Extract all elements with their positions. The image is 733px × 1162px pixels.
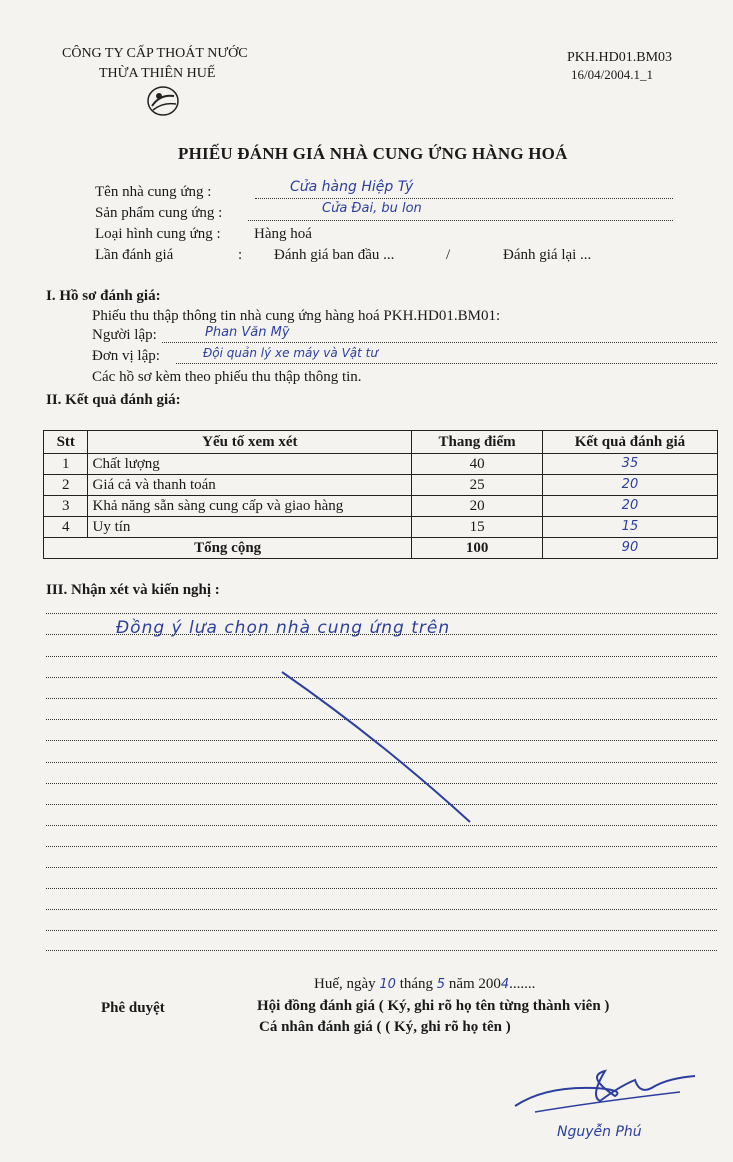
council-signature-label: Hội đồng đánh giá ( Ký, ghi rõ họ tên từng thành viên )	[257, 998, 610, 1014]
date-year-trail: .......	[509, 976, 536, 992]
row-result: 20	[542, 475, 717, 496]
times-colon: :	[238, 247, 243, 263]
re-evaluation-option: Đánh giá lại ...	[503, 247, 592, 263]
initial-evaluation-option: Đánh giá ban đầu ...	[274, 247, 395, 263]
col-header-factor: Yếu tố xem xét	[88, 431, 412, 454]
col-header-stt: Stt	[44, 431, 88, 454]
row-stt: 3	[44, 496, 88, 517]
times-label: Lần đánh giá	[95, 247, 174, 263]
row-factor: Khả năng sẵn sàng cung cấp và giao hàng	[88, 496, 412, 517]
supplier-value: Cửa hàng Hiệp Tý	[290, 179, 414, 195]
row-stt: 2	[44, 475, 88, 496]
approval-label: Phê duyệt	[101, 1000, 165, 1016]
row-scale: 25	[412, 475, 543, 496]
company-name-line2: THỪA THIÊN HUẾ	[99, 66, 216, 81]
date-day: 10	[379, 977, 396, 992]
col-header-scale: Thang điểm	[412, 431, 543, 454]
supplier-label: Tên nhà cung ứng :	[95, 184, 212, 200]
section-2-heading: II. Kết quả đánh giá:	[46, 392, 181, 408]
date-year-digit: 4	[500, 977, 510, 992]
unit-value: Đội quản lý xe máy và Vật tư	[203, 346, 378, 360]
times-slash: /	[446, 247, 451, 263]
creator-label: Người lập:	[92, 327, 157, 343]
product-value: Cửa Đai, bu lon	[322, 201, 422, 216]
row-factor: Chất lượng	[88, 454, 412, 475]
signature-scribble-icon	[505, 1066, 705, 1126]
date-line	[314, 976, 535, 993]
row-scale: 40	[412, 454, 543, 475]
creator-value: Phan Văn Mỹ	[205, 325, 290, 340]
section-3-heading: III. Nhận xét và kiến nghị :	[46, 582, 220, 598]
date-year-label: năm 200	[448, 976, 501, 992]
date-month: 5	[436, 977, 446, 992]
type-label: Loại hình cung ứng :	[95, 226, 221, 242]
unit-label: Đơn vị lập:	[92, 348, 160, 364]
date-prefix: Huế, ngày	[314, 976, 376, 992]
col-header-result: Kết quả đánh giá	[542, 431, 717, 454]
company-name-line1: CÔNG TY CẤP THOÁT NƯỚC	[62, 46, 248, 61]
signer-name: Nguyễn Phú	[557, 1124, 642, 1140]
row-scale: 20	[412, 496, 543, 517]
date-month-label: tháng	[399, 976, 434, 992]
row-result: 20	[542, 496, 717, 517]
individual-signature-label: Cá nhân đánh giá ( ( Ký, ghi rõ họ tên )	[259, 1019, 511, 1035]
type-value: Hàng hoá	[254, 226, 312, 242]
row-result: 15	[542, 517, 717, 538]
product-label: Sản phẩm cung ứng :	[95, 205, 223, 221]
row-scale: 15	[412, 517, 543, 538]
row-factor: Uy tín	[88, 517, 412, 538]
form-version: 16/04/2004.1_1	[571, 67, 653, 82]
total-label: Tổng cộng	[44, 538, 412, 559]
row-stt: 4	[44, 517, 88, 538]
row-stt: 1	[44, 454, 88, 475]
form-code: PKH.HD01.BM03	[567, 50, 673, 65]
row-result: 35	[542, 454, 717, 475]
total-result: 90	[542, 538, 717, 559]
section-1-heading: I. Hồ sơ đánh giá:	[46, 288, 161, 304]
row-factor: Giá cả và thanh toán	[88, 475, 412, 496]
section-1-info-sheet: Phiếu thu thập thông tin nhà cung ứng hàng hoá PKH.HD01.BM01:	[92, 308, 501, 324]
comment-text: Đồng ý lựa chọn nhà cung ứng trên	[116, 618, 451, 638]
total-scale: 100	[412, 538, 543, 559]
page-title: PHIẾU ĐÁNH GIÁ NHÀ CUNG ỨNG HÀNG HOÁ	[178, 144, 568, 163]
attachments-note: Các hồ sơ kèm theo phiếu thu thập thông tin.	[92, 369, 362, 385]
